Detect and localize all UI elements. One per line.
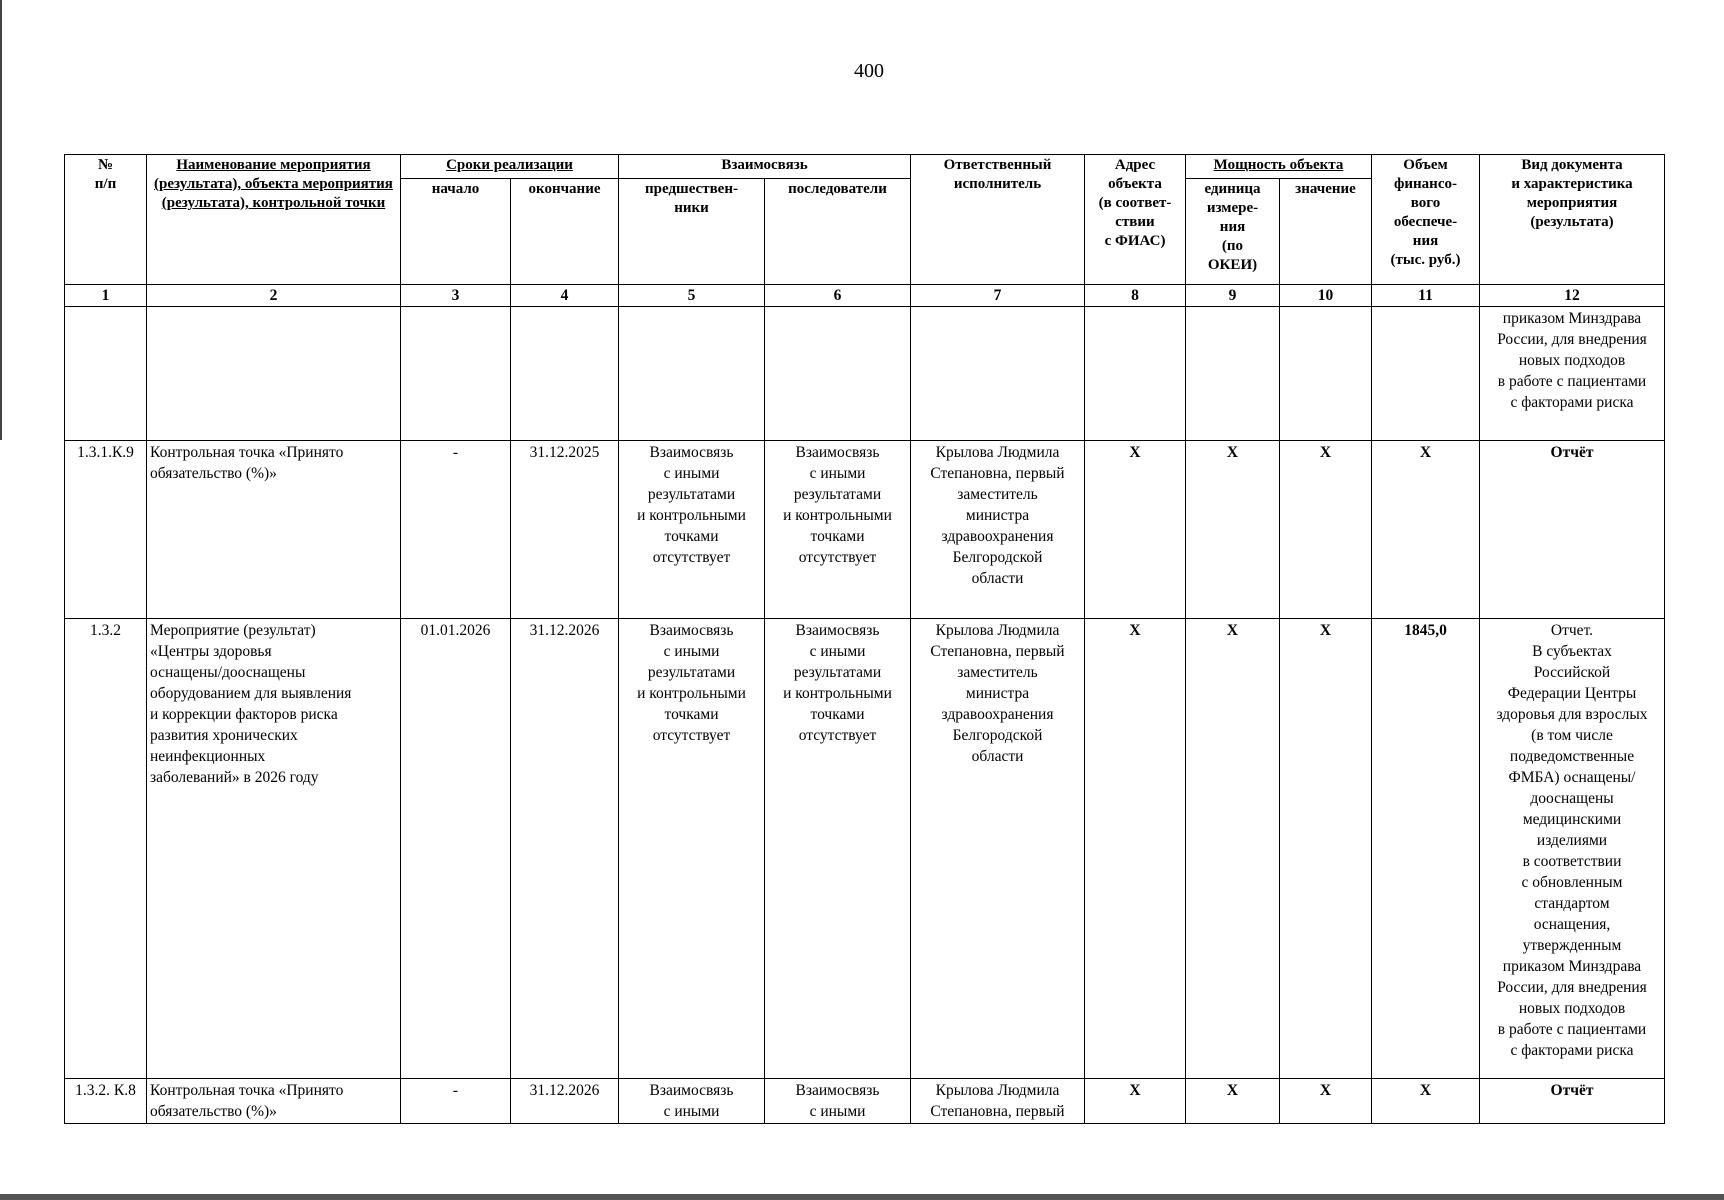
row-value: [1280, 307, 1372, 441]
row-end: 31.12.2025: [511, 441, 619, 619]
column-number: 2: [147, 285, 401, 307]
row-address: X: [1085, 619, 1186, 1079]
header-doc-type: Вид документа и характеристика мероприятия (результата): [1480, 155, 1665, 285]
row-successors: Взаимосвязь с иными результатами и контрольными точками отсутствует: [765, 619, 911, 1079]
row-unit: [1186, 307, 1280, 441]
column-number: 11: [1372, 285, 1480, 307]
row-doc: Отчет. В субъектах Российской Федерации Центры здоровья для взрослых (в том числе подведомственные ФМБА) оснащены/ дооснащены медицинскими изделиями в соответствии с обновленным стандартом оснащения, утвержденным приказом Минздрава России, для внедрения новых подходов в работе с пациентами с факторами риска: [1480, 619, 1665, 1079]
row-end: [511, 307, 619, 441]
header-end: окончание: [511, 179, 619, 285]
header-number: № п/п: [65, 155, 147, 285]
row-start: 01.01.2026: [401, 619, 511, 1079]
header-address: Адрес объекта (в соответ- ствии с ФИАС): [1085, 155, 1186, 285]
row-start: -: [401, 441, 511, 619]
page-number: 400: [854, 60, 884, 82]
row-value: X: [1280, 441, 1372, 619]
row-address: X: [1085, 1079, 1186, 1124]
row-number: [65, 307, 147, 441]
header-links: Взаимосвязь: [619, 155, 911, 179]
row-number: 1.3.1.К.9: [65, 441, 147, 619]
table-row: [65, 619, 1665, 1079]
page-bottom-edge: [0, 1194, 1724, 1200]
row-predecessors: [619, 307, 765, 441]
row-unit: X: [1186, 619, 1280, 1079]
table-row: [65, 1079, 1665, 1124]
row-unit: X: [1186, 1079, 1280, 1124]
row-finance: 1845,0: [1372, 619, 1480, 1079]
row-name: Контрольная точка «Принято обязательство (%)»: [147, 441, 401, 619]
header-responsible: Ответственный исполнитель: [911, 155, 1085, 285]
column-number: 12: [1480, 285, 1665, 307]
column-number: 9: [1186, 285, 1280, 307]
header-start: начало: [401, 179, 511, 285]
row-address: X: [1085, 441, 1186, 619]
row-predecessors: Взаимосвязь с иными результатами и контрольными точками отсутствует: [619, 441, 765, 619]
row-number: 1.3.2. К.8: [65, 1079, 147, 1124]
activity-plan-table: [64, 154, 1665, 1124]
row-finance: [1372, 307, 1480, 441]
header-finance: Объем финансо- вого обеспече- ния (тыс. руб.): [1372, 155, 1480, 285]
header-unit: единица измере- ния (по ОКЕИ): [1186, 179, 1280, 285]
table-row: [65, 441, 1665, 619]
column-number: 7: [911, 285, 1085, 307]
row-name: Мероприятие (результат) «Центры здоровья оснащены/дооснащены оборудованием для выявления и коррекции факторов риска развития хронических неинфекционных заболеваний» в 2026 году: [147, 619, 401, 1079]
row-successors: [765, 307, 911, 441]
column-number: 10: [1280, 285, 1372, 307]
row-value: X: [1280, 619, 1372, 1079]
header-successors: последователи: [765, 179, 911, 285]
table-row: [65, 307, 1665, 441]
header-capacity: [1186, 155, 1372, 179]
column-number: 6: [765, 285, 911, 307]
column-number-row: [65, 285, 1665, 307]
header-name: [147, 155, 401, 285]
row-successors: Взаимосвязь с иными: [765, 1079, 911, 1124]
row-doc: Отчёт: [1480, 441, 1665, 619]
header-terms: [401, 155, 619, 179]
row-start: [401, 307, 511, 441]
row-unit: X: [1186, 441, 1280, 619]
row-predecessors: Взаимосвязь с иными результатами и контрольными точками отсутствует: [619, 619, 765, 1079]
row-start: -: [401, 1079, 511, 1124]
row-doc: приказом Минздрава России, для внедрения новых подходов в работе с пациентами с факторами риска: [1480, 307, 1665, 441]
row-responsible: Крылова Людмила Степановна, первый: [911, 1079, 1085, 1124]
row-address: [1085, 307, 1186, 441]
header-name-text: Наименование мероприятия (результата), объекта мероприятия (результата), контрольной точки: [154, 157, 393, 211]
row-doc: Отчёт: [1480, 1079, 1665, 1124]
column-number: 3: [401, 285, 511, 307]
header-value: значение: [1280, 179, 1372, 285]
row-successors: Взаимосвязь с иными результатами и контрольными точками отсутствует: [765, 441, 911, 619]
header-terms-text: Сроки реализации: [446, 157, 573, 173]
row-responsible: Крылова Людмила Степановна, первый заместитель министра здравоохранения Белгородской области: [911, 619, 1085, 1079]
row-predecessors: Взаимосвязь с иными: [619, 1079, 765, 1124]
column-number: 4: [511, 285, 619, 307]
column-number: 1: [65, 285, 147, 307]
row-end: 31.12.2026: [511, 1079, 619, 1124]
row-finance: X: [1372, 441, 1480, 619]
row-end: 31.12.2026: [511, 619, 619, 1079]
header-capacity-text: Мощность объекта: [1213, 157, 1344, 173]
row-responsible: [911, 307, 1085, 441]
row-name: Контрольная точка «Принято обязательство (%)»: [147, 1079, 401, 1124]
row-name: [147, 307, 401, 441]
row-responsible: Крылова Людмила Степановна, первый заместитель министра здравоохранения Белгородской области: [911, 441, 1085, 619]
row-finance: X: [1372, 1079, 1480, 1124]
header-predecessors: предшествен- ники: [619, 179, 765, 285]
row-value: X: [1280, 1079, 1372, 1124]
row-number: 1.3.2: [65, 619, 147, 1079]
column-number: 8: [1085, 285, 1186, 307]
column-number: 5: [619, 285, 765, 307]
